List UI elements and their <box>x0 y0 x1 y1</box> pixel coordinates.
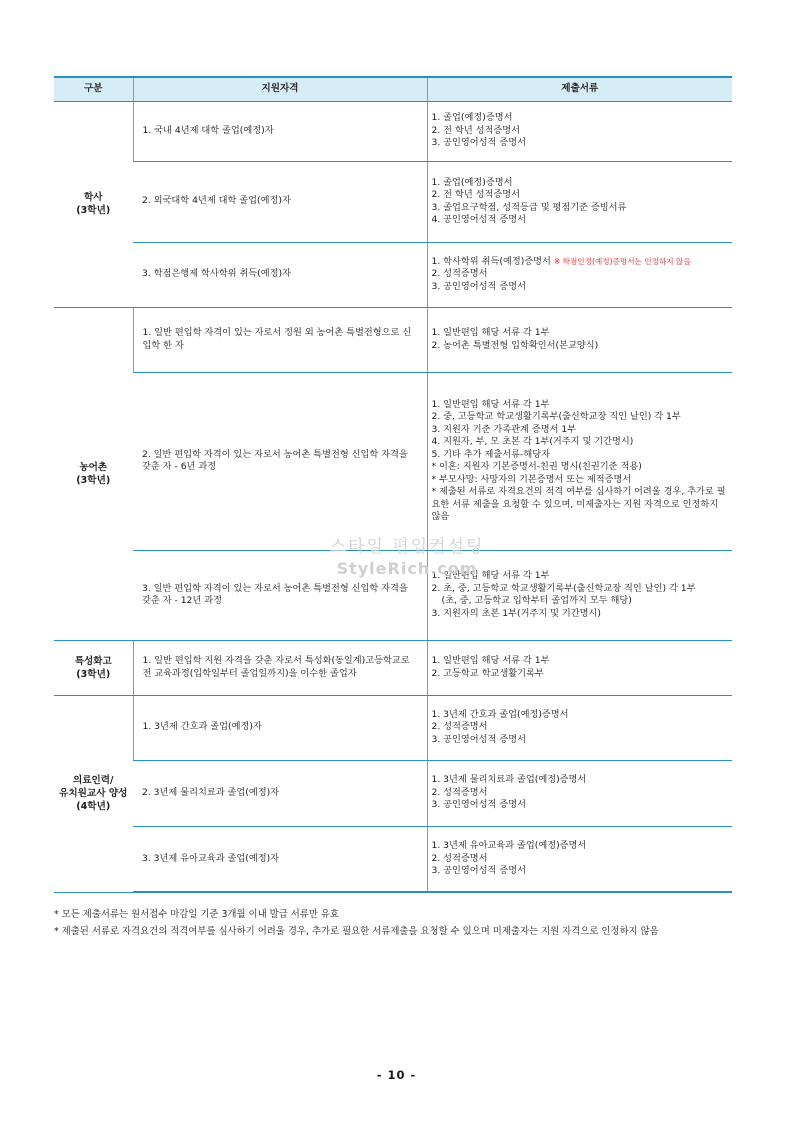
category-label: (3학년) <box>76 668 111 680</box>
document-item: 1. 3년제 물리치료과 졸업(예정)증명서 <box>431 774 587 786</box>
document-item: 1. 일반편입 해당 서류 각 1부 <box>431 398 550 410</box>
table-row <box>54 242 732 307</box>
header-qualification: 지원자격 <box>133 77 427 101</box>
qualification-cell: 2. 외국대학 4년제 대학 졸업(예정)자 <box>133 161 427 242</box>
table-row <box>54 372 732 550</box>
category-cell-bachelor <box>54 101 133 307</box>
documents-cell <box>427 760 732 826</box>
qualification-cell: 2. 일반 편입학 자격이 있는 자로서 농어촌 특별전형 신입학 자격을 갖춘 자 - 6년 과정 <box>133 372 427 550</box>
document-note-item: * 이혼: 지원자 기본증명서-친권 명시(친권기준 적용) <box>431 461 642 472</box>
documents-cell <box>427 307 732 372</box>
qualification-cell: 2. 3년제 물리치료과 졸업(예정)자 <box>133 760 427 826</box>
document-item: 2. 중, 고등학교 학교생활기록부(출신학교장 직인 날인) 각 1부 <box>431 411 681 422</box>
document-item: 2. 초, 중, 고등학교 학교생활기록부(출신학교장 직인 날인) 각 1부 <box>431 582 696 594</box>
table-row <box>54 101 732 161</box>
documents-cell <box>427 161 732 242</box>
qualification-cell: 1. 3년제 간호과 졸업(예정)자 <box>133 695 427 760</box>
documents-cell <box>427 101 732 161</box>
category-label: (4학년) <box>76 801 111 812</box>
footnote: * 제출된 서류로 자격요건의 적격여부를 심사하기 어려울 경우, 추가로 필요한 서류제출을 요청할 수 있으며 미제출자는 지원 자격으로 인정하지 않음 <box>54 925 659 937</box>
documents-cell <box>427 372 732 550</box>
watermark-line: StyleRich.com <box>336 559 478 578</box>
document-item: 3. 공인영어성적 증명서 <box>431 137 526 149</box>
document-item: 2. 성적증명서 <box>431 268 488 280</box>
table-row <box>54 550 732 640</box>
watermark-line: 스타일 편입컨설팅 <box>329 537 485 557</box>
document-item: 1. 3년제 유아교육과 졸업(예정)증명서 <box>431 840 587 851</box>
documents-cell <box>427 695 732 760</box>
document-item: 1. 일반편입 해당 서류 각 1부 <box>431 655 550 666</box>
footnote: * 모든 제출서류는 원서접수 마감일 기준 3개월 이내 발급 서류만 유효 <box>54 909 339 920</box>
document-item: 1. 학사학위 취득(예정)증명서 <box>431 255 551 267</box>
documents-cell <box>427 242 732 307</box>
qualification-cell: 3. 학점은행제 학사학위 취득(예정)자 <box>133 242 427 307</box>
category-label: 의료인력/ <box>72 775 114 786</box>
requirements-table <box>54 76 732 893</box>
document-item: 2. 전 학년 성적증명서 <box>431 189 521 200</box>
category-label: 농어촌 <box>79 461 108 473</box>
qualification-cell: 3. 3년제 유아교육과 졸업(예정)자 <box>133 826 427 892</box>
document-item: 3. 공인영어성적 증명서 <box>431 280 526 292</box>
document-item: 1. 3년제 간호과 졸업(예정)증명서 <box>431 708 569 720</box>
document-item: 5. 기타 추가 제출서류-해당자 <box>431 448 550 460</box>
category-label: (3학년) <box>76 205 111 216</box>
table-header-row <box>54 77 732 101</box>
qualification-cell: 1. 일반 편입학 자격이 있는 자로서 정원 외 농어촌 특별전형으로 신입학 한 자 <box>133 307 427 372</box>
document-item: 2. 고등학교 학교생활기록부 <box>431 667 544 679</box>
page-number: - 10 - <box>376 1068 417 1082</box>
document-item: 3. 지원자의 초본 1부(거주지 및 기간명시) <box>431 607 602 619</box>
qualification-cell: 1. 국내 4년제 대학 졸업(예정)자 <box>133 101 427 161</box>
category-cell-rural <box>54 307 133 640</box>
category-cell-medical-teacher <box>54 695 133 892</box>
document-item: 4. 공인영어성적 증명서 <box>431 214 526 225</box>
document-item: 2. 성적증명서 <box>431 786 488 798</box>
table-row <box>54 640 732 695</box>
document-item: 3. 공인영어성적 증명서 <box>431 799 526 811</box>
documents-cell <box>427 640 732 695</box>
document-item: 1. 일반편입 해당 서류 각 1부 <box>431 570 550 581</box>
category-label: 특성화고 <box>74 655 112 667</box>
qualification-cell: 1. 일반 편입학 지원 자격을 갖춘 자로서 특성화(동일계)고등학교로 전 교육과정(입학일부터 졸업일까지)을 이수한 졸업자 <box>133 640 427 695</box>
document-item: (초, 중, 고등학교 입학부터 졸업까지 모두 해당) <box>441 595 632 606</box>
document-item: 2. 전 학년 성적증명서 <box>431 124 521 136</box>
document-item: 1. 졸업(예정)증명서 <box>431 112 513 124</box>
document-item: 3. 공인영어성적 증명서 <box>431 733 526 745</box>
document-item: 3. 공인영어성적 증명서 <box>431 865 526 876</box>
document-item: 1. 일반편입 해당 서류 각 1부 <box>431 327 550 338</box>
document-item: 3. 졸업요구학점, 성적등급 및 평점기준 증빙서류 <box>431 201 627 213</box>
header-documents: 제출서류 <box>427 77 732 101</box>
documents-cell <box>427 826 732 892</box>
table-row <box>54 307 732 372</box>
category-cell-vocational <box>54 640 133 695</box>
table-row <box>54 161 732 242</box>
category-label: 유치원교사 양성 <box>59 788 128 799</box>
documents-cell <box>427 550 732 640</box>
document-note: ※ 학점인정(예정)증명서는 인정하지 않음 <box>553 256 691 266</box>
document-item: 4. 지원자, 부, 모 초본 각 1부(거주지 및 기간명시) <box>431 436 634 447</box>
document-item: 3. 지원자 기준 가족관계 증명서 1부 <box>431 423 577 435</box>
header-category: 구분 <box>54 77 133 101</box>
footnotes <box>54 907 734 940</box>
document-item-with-note <box>432 256 727 269</box>
document-note-item: * 제출된 서류로 자격요건의 적격 여부를 심사하기 어려울 경우, 추가로 필요한 서류 제출을 요청할 수 있으며, 미제출자는 지원 자격으로 인정하지 않음 <box>431 486 726 522</box>
document-item: 1. 졸업(예정)증명서 <box>431 176 513 188</box>
document-item: 2. 농어촌 특별전형 입학확인서(본교양식) <box>431 339 599 351</box>
document-item: 2. 성적증명서 <box>431 852 488 864</box>
table-row <box>54 760 732 826</box>
table-row <box>54 695 732 760</box>
table-row <box>54 826 732 892</box>
category-label: (3학년) <box>76 474 111 486</box>
document-item: 2. 성적증명서 <box>431 721 488 733</box>
document-note-item: * 부모사망: 사망자의 기본증명서 또는 제적증명서 <box>431 473 632 485</box>
category-label: 학사 <box>83 192 103 203</box>
qualification-cell: 3. 일반 편입학 자격이 있는 자로서 농어촌 특별전형 신입학 자격을 갖춘 자 - 12년 과정 <box>133 550 427 640</box>
